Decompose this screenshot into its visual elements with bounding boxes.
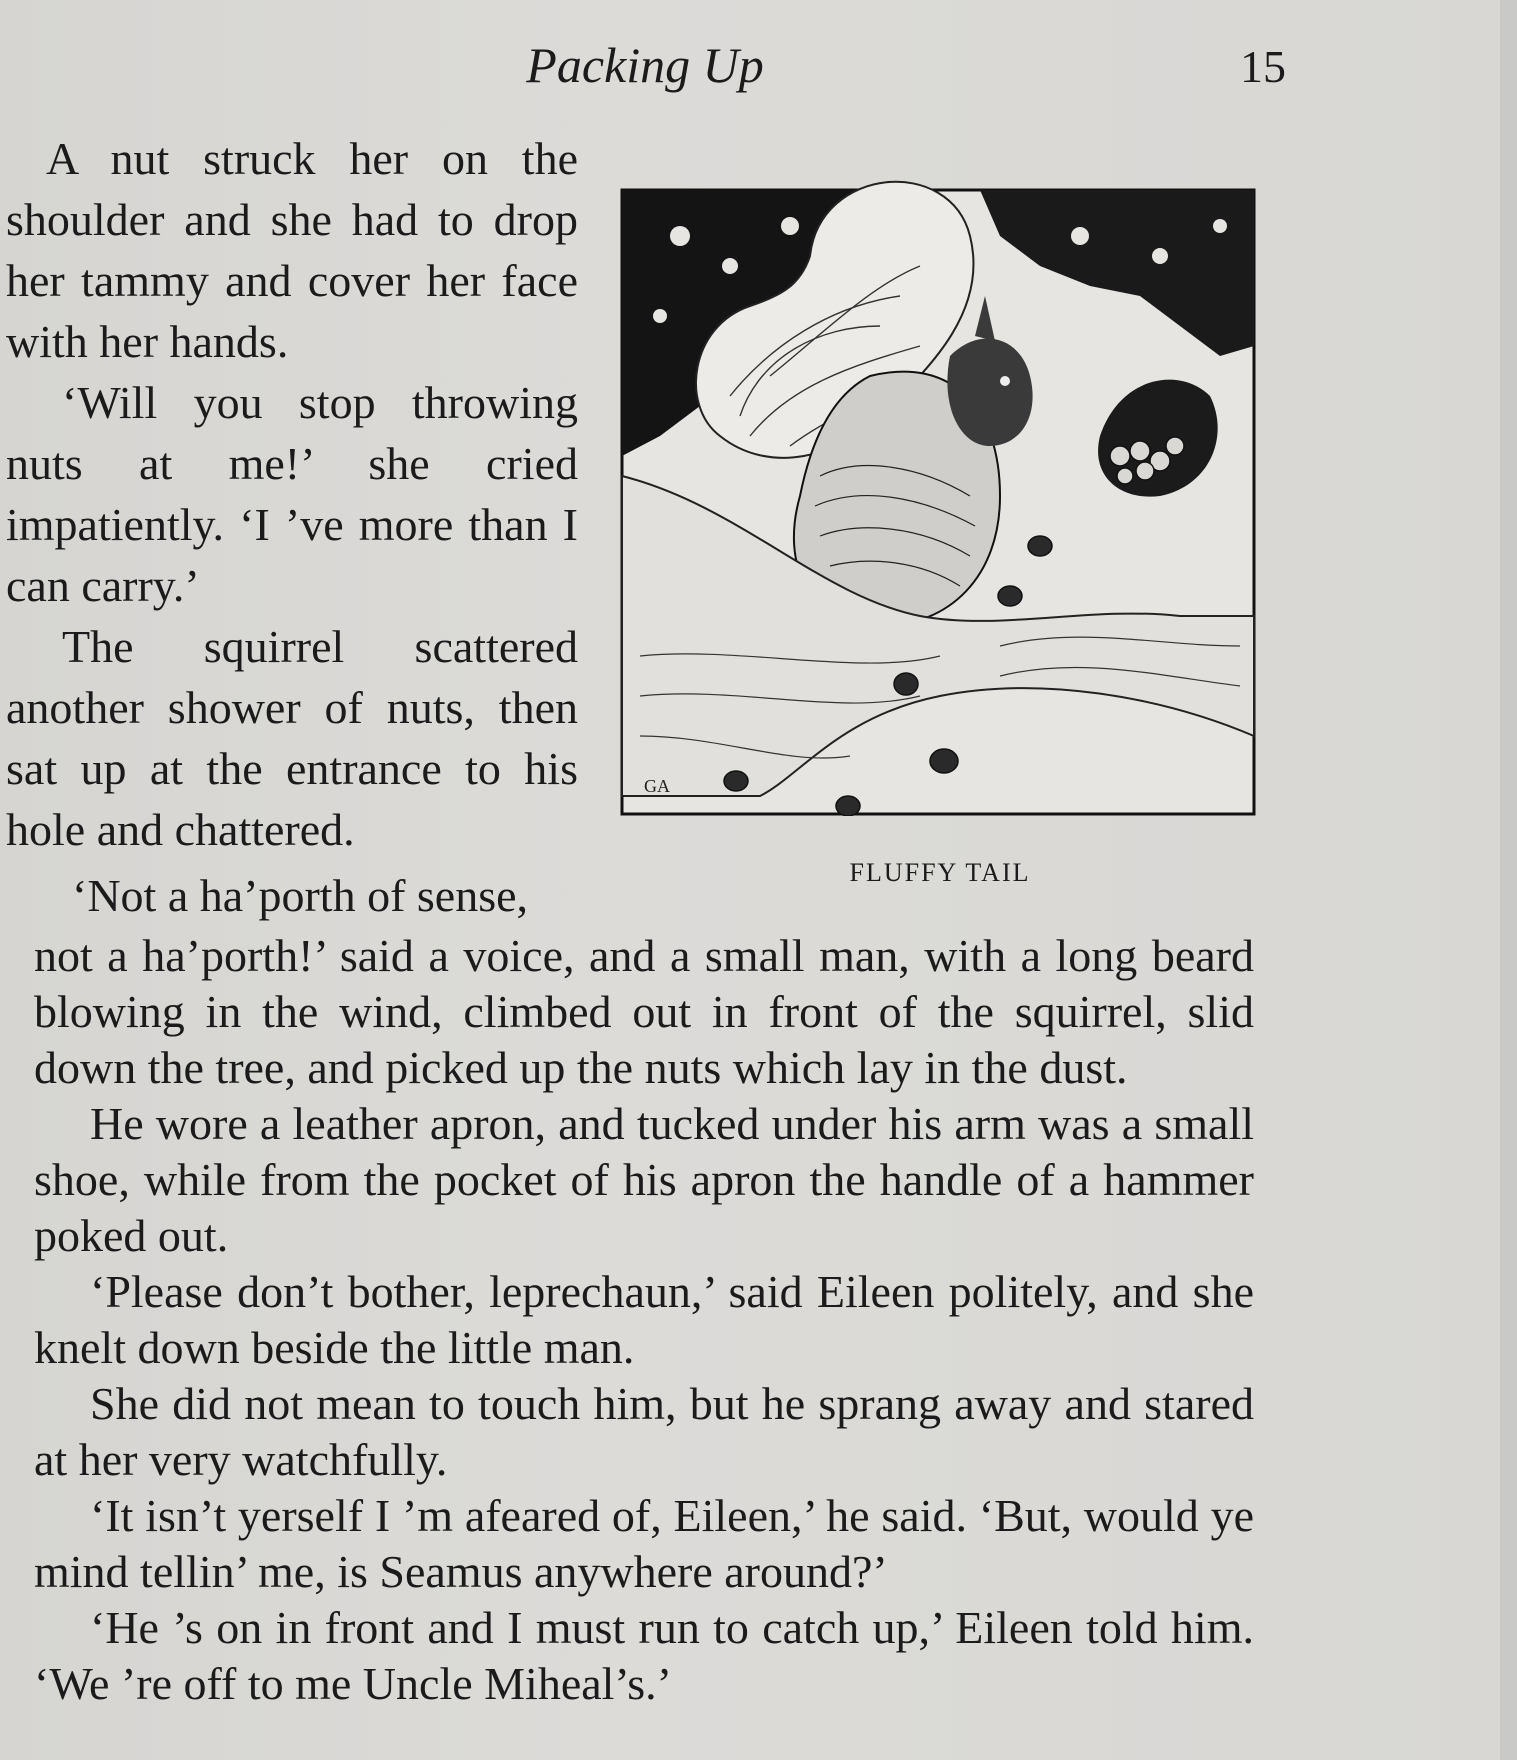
- running-head: Packing Up: [526, 37, 764, 93]
- paragraph: not a ha’porth!’ said a voice, and a small man, with a long beard blowing in the wind, climbed out in front of the squirrel, slid down the tree, and picked up the nuts which lay in the dust.: [34, 930, 1254, 1093]
- squirrel-drawing: [620, 176, 1260, 816]
- paragraph-start: ‘Not a ha’porth of sense,: [72, 870, 529, 921]
- paragraph: He wore a leather apron, and tucked under his arm was a small shoe, while from the pocket of his apron the handle of a hammer poked out.: [34, 1098, 1254, 1261]
- paragraph: ‘It isn’t yerself I ’m afeared of, Eileen,’ he said. ‘But, would ye mind tellin’ me, is Seamus anywhere around?’: [34, 1490, 1254, 1597]
- squirrel-illustration: [620, 176, 1260, 816]
- paragraph: ‘Please don’t bother, leprechaun,’ said Eileen politely, and she knelt down beside the little man.: [34, 1266, 1254, 1373]
- paragraph: ‘He ’s on in front and I must run to catch up,’ Eileen told him. ‘We ’re off to me Uncle Miheal’s.’: [34, 1602, 1254, 1709]
- paragraph: She did not mean to touch him, but he sprang away and stared at her very watchfully.: [34, 1378, 1254, 1485]
- paragraph: The squirrel scattered another shower of nuts, then sat up at the entrance to his hole and chattered.: [6, 621, 578, 855]
- paragraph: ‘Will you stop throwing nuts at me!’ she cried impatiently. ‘I ’ve more than I can carry.’: [6, 377, 578, 611]
- body-text: [34, 928, 1254, 1712]
- figure-caption: FLUFFY TAIL: [849, 858, 1031, 887]
- artist-signature: GA: [644, 776, 670, 796]
- paragraph: A nut struck her on the shoulder and she had to drop her tammy and cover her face with her hands.: [6, 133, 578, 367]
- page-number: 15: [1240, 41, 1286, 92]
- left-column-text: [6, 128, 578, 860]
